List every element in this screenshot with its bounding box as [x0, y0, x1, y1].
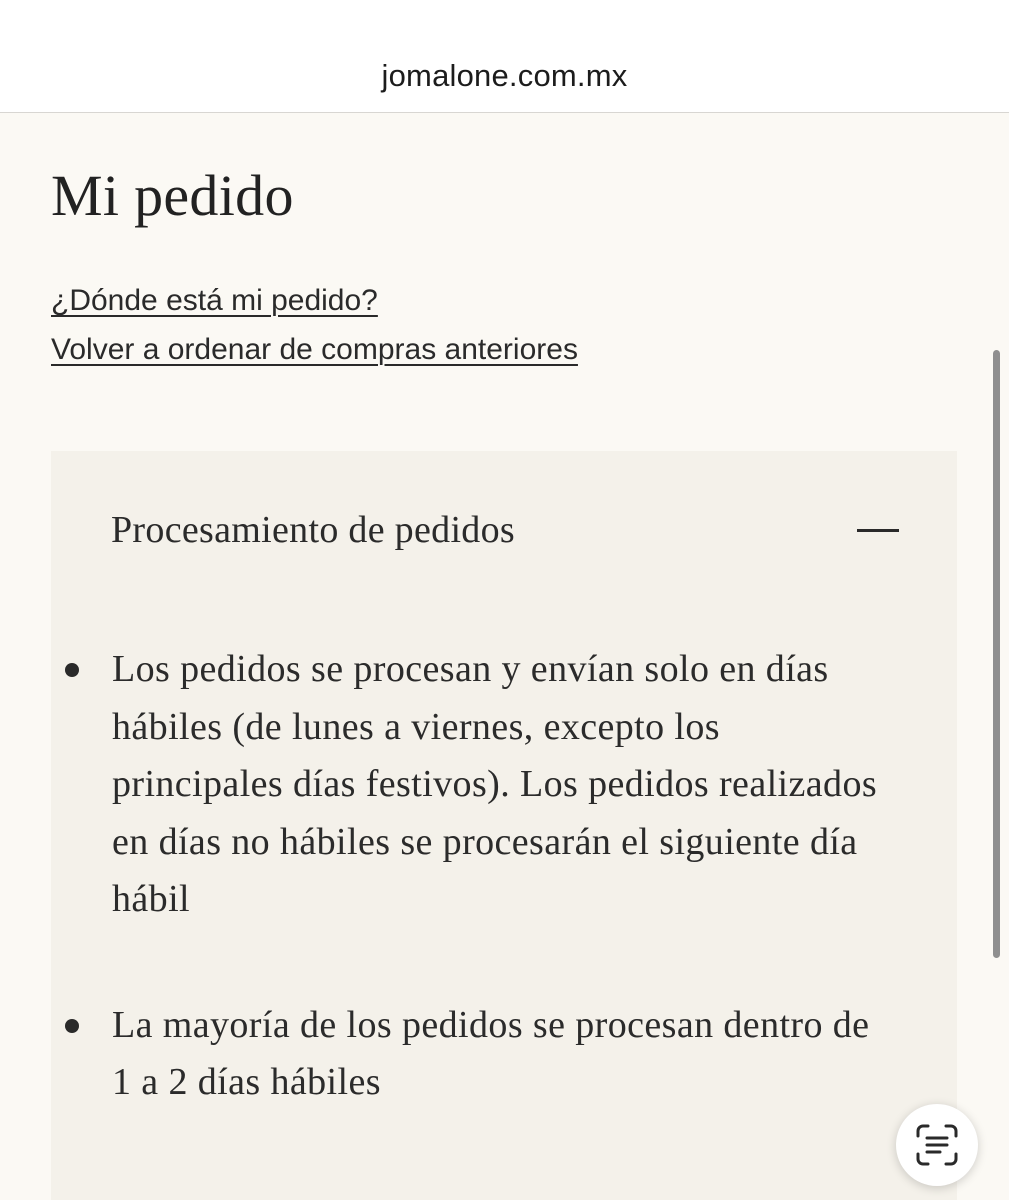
main-content — [0, 114, 1009, 1200]
list-item — [51, 997, 891, 1112]
bullet-icon — [65, 1019, 79, 1033]
accordion-header[interactable] — [51, 451, 957, 601]
reorder-previous-link[interactable]: Volver a ordenar de compras anteriores — [51, 333, 578, 366]
scrollbar[interactable] — [993, 350, 1000, 958]
live-text-button[interactable] — [896, 1104, 978, 1186]
live-text-icon — [915, 1123, 959, 1167]
page-title: Mi pedido — [51, 163, 294, 228]
where-is-my-order-link[interactable]: ¿Dónde está mi pedido? — [51, 284, 378, 317]
list-item-text: Los pedidos se procesan y envían solo en días hábiles (de lunes a viernes, excepto los principales días festivos). Los pedidos realizados en días no hábiles se procesarán el siguiente día hábil — [112, 648, 878, 920]
browser-url-bar[interactable] — [0, 0, 1009, 113]
accordion-title: Procesamiento de pedidos — [111, 509, 515, 551]
order-processing-accordion — [51, 451, 957, 1200]
url-text[interactable]: jomalone.com.mx — [381, 58, 628, 93]
list-item-text: La mayoría de los pedidos se procesan dentro de 1 a 2 días hábiles — [112, 1003, 870, 1103]
processing-info-list — [51, 641, 957, 1180]
list-item — [51, 641, 891, 929]
minus-icon[interactable] — [857, 529, 899, 532]
bullet-icon — [65, 663, 79, 677]
